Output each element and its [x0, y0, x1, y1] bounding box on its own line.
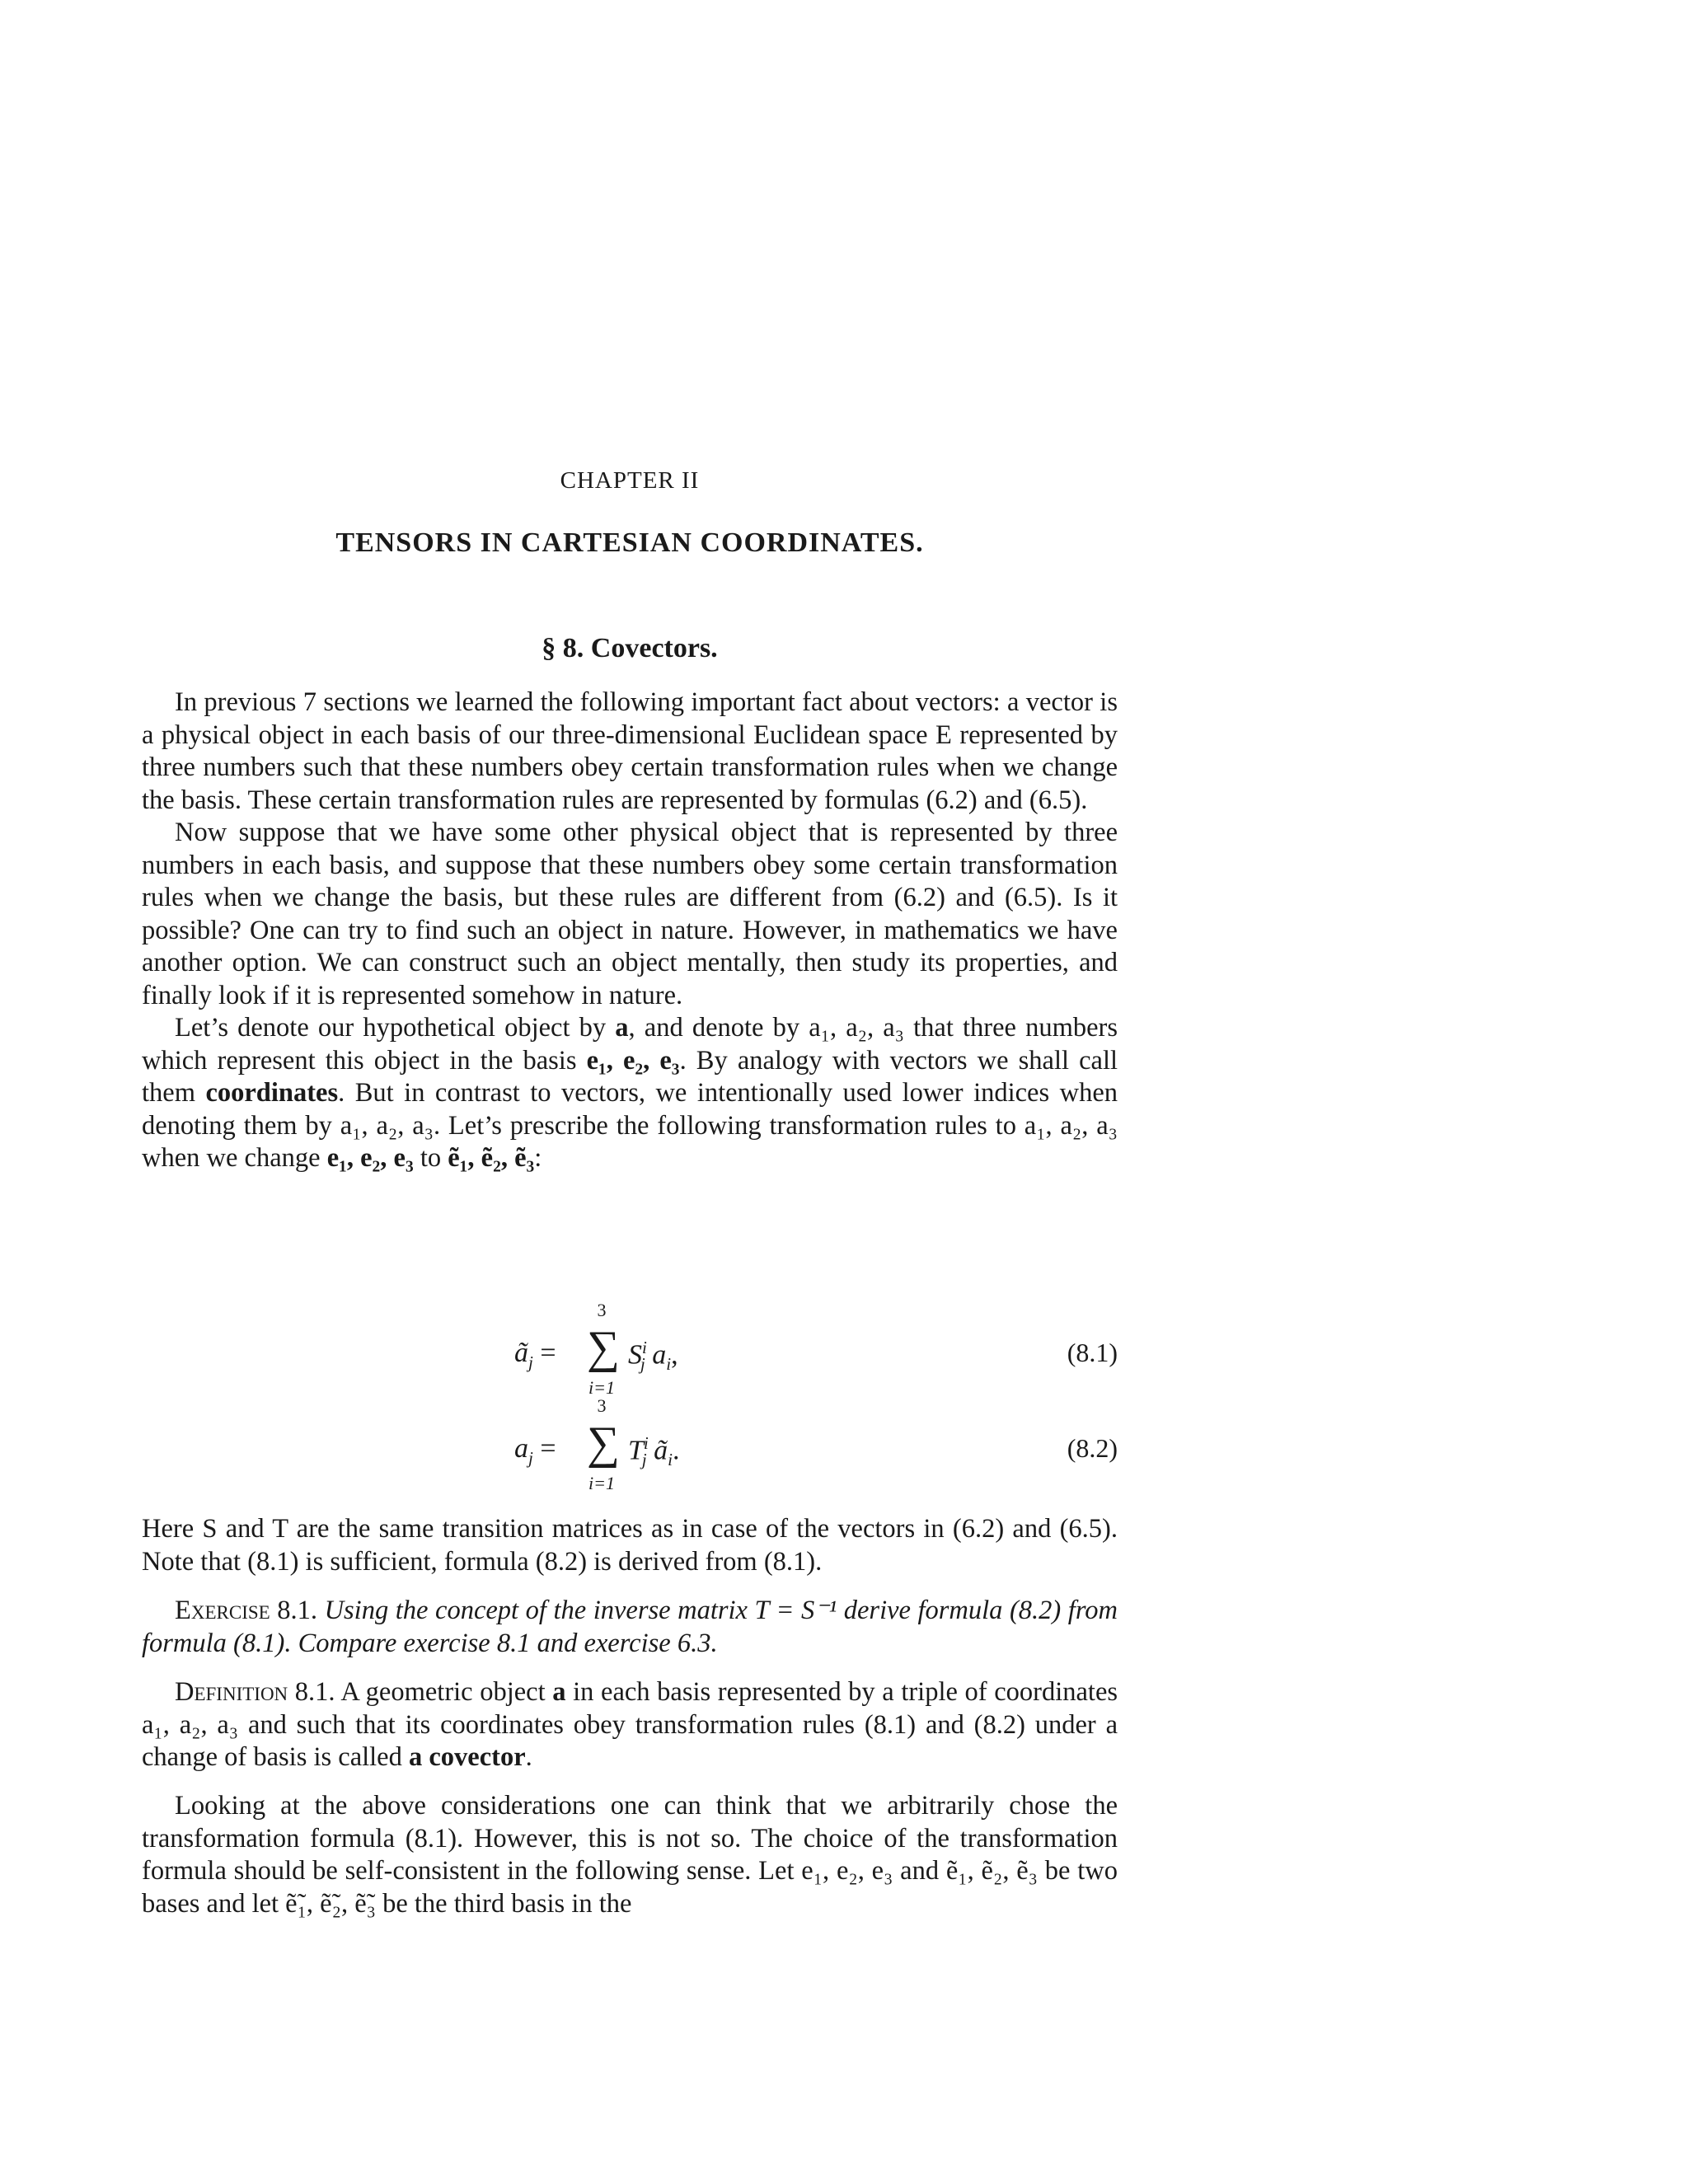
eq2-lower-limit: i=1	[588, 1473, 615, 1493]
eq2-upper-limit: 3	[597, 1395, 607, 1416]
eq1-lower-limit: i=1	[588, 1377, 615, 1398]
definition-block	[142, 1676, 1118, 1774]
eq2-lhs: $a_j$ =	[514, 1433, 556, 1468]
definition-label: Definition 8.1.	[175, 1677, 335, 1707]
exercise-8-1	[142, 1595, 1118, 1660]
definition-8-1: Definition 8.1. A geometric object a in each basis represented by a triple of coordinates a₁, a₂, a₃ and such that its coordinates obey transformation rules (8.1) and (8.2) under a change of basis is called a covector.	[142, 1677, 1118, 1772]
chapter-title: TENSORS IN CARTESIAN COORDINATES.	[335, 527, 924, 558]
eq1-number: (8.1)	[1067, 1338, 1118, 1367]
exercise-block	[142, 1595, 1118, 1660]
closing-text	[142, 1790, 1118, 1920]
eq1-upper-limit: 3	[597, 1300, 607, 1320]
after-equations-text	[142, 1513, 1118, 1578]
paragraph-3: Let’s denote our hypothetical object by a, and denote by a₁, a₂, a₃ that three numbers which represent this object in the basis e₁, e₂, e₃. By analogy with vectors we shall call them coordinates. But in contrast to vectors, we intentionally used lower indices when denoting them by a₁, a₂, a₃. Let’s prescribe the following transformation rules to a₁, a₂, a₃ when we change e₁, e₂, e₃ to ẽ₁, ẽ₂, ẽ₃:	[142, 1013, 1118, 1173]
exercise-text: Using the concept of the inverse matrix T = S⁻¹ derive formula (8.2) from formula (8.1). Compare exercise 8.1 and exercise 6.3.	[142, 1596, 1118, 1658]
equation-8-2	[142, 1395, 1118, 1511]
eq2-rhs: $T^i_j$ $ã_i$.	[628, 1433, 680, 1470]
eq2-sum-symbol: ∑	[587, 1418, 620, 1469]
section-title: § 8. Covectors.	[542, 633, 718, 663]
exercise-label: Exercise 8.1.	[175, 1596, 317, 1625]
eq1-rhs: $S^i_j$ $a_i$,	[628, 1338, 678, 1375]
page	[142, 0, 1118, 2184]
paragraph-2: Now suppose that we have some other physical object that is represented by three numbers in each basis, and suppose that these numbers obey some certain transformation rules when we change the basis, but these rules are different from (6.2) and (6.5). Is it possible? One can try to find such an object in nature. However, in mathematics we have another option. We can construct such an object mentally, then study its properties, and finally look if it is represented somehow in nature.	[142, 818, 1118, 1010]
paragraph-5: Looking at the above considerations one can think that we arbitrarily chose the transformation formula (8.1). However, this is not so. The choice of the transformation formula should be self-consistent in the following sense. Let e₁, e₂, e₃ and ẽ₁, ẽ₂, ẽ₃ be two bases and let ẽ̃₁, ẽ̃₂, ẽ̃₃ be the third basis in the	[142, 1791, 1118, 1919]
eq1-sum-symbol: ∑	[587, 1322, 620, 1373]
chapter-label: CHAPTER II	[560, 467, 700, 494]
paragraph-1: In previous 7 sections we learned the following important fact about vectors: a vector is a physical object in each basis of our three-dimensional Euclidean space E represented by three numbers such that these numbers obey certain transformation rules when we change the basis. These certain transformation rules are represented by formulas (6.2) and (6.5).	[142, 687, 1118, 815]
eq1-lhs: $ã_j$ =	[514, 1338, 556, 1372]
paragraph-4: Here S and T are the same transition matrices as in case of the vectors in (6.2) and (6.5). Note that (8.1) is sufficient, formula (8.2) is derived from (8.1).	[142, 1514, 1118, 1577]
intro-text	[142, 687, 1118, 1175]
eq2-number: (8.2)	[1067, 1433, 1118, 1463]
